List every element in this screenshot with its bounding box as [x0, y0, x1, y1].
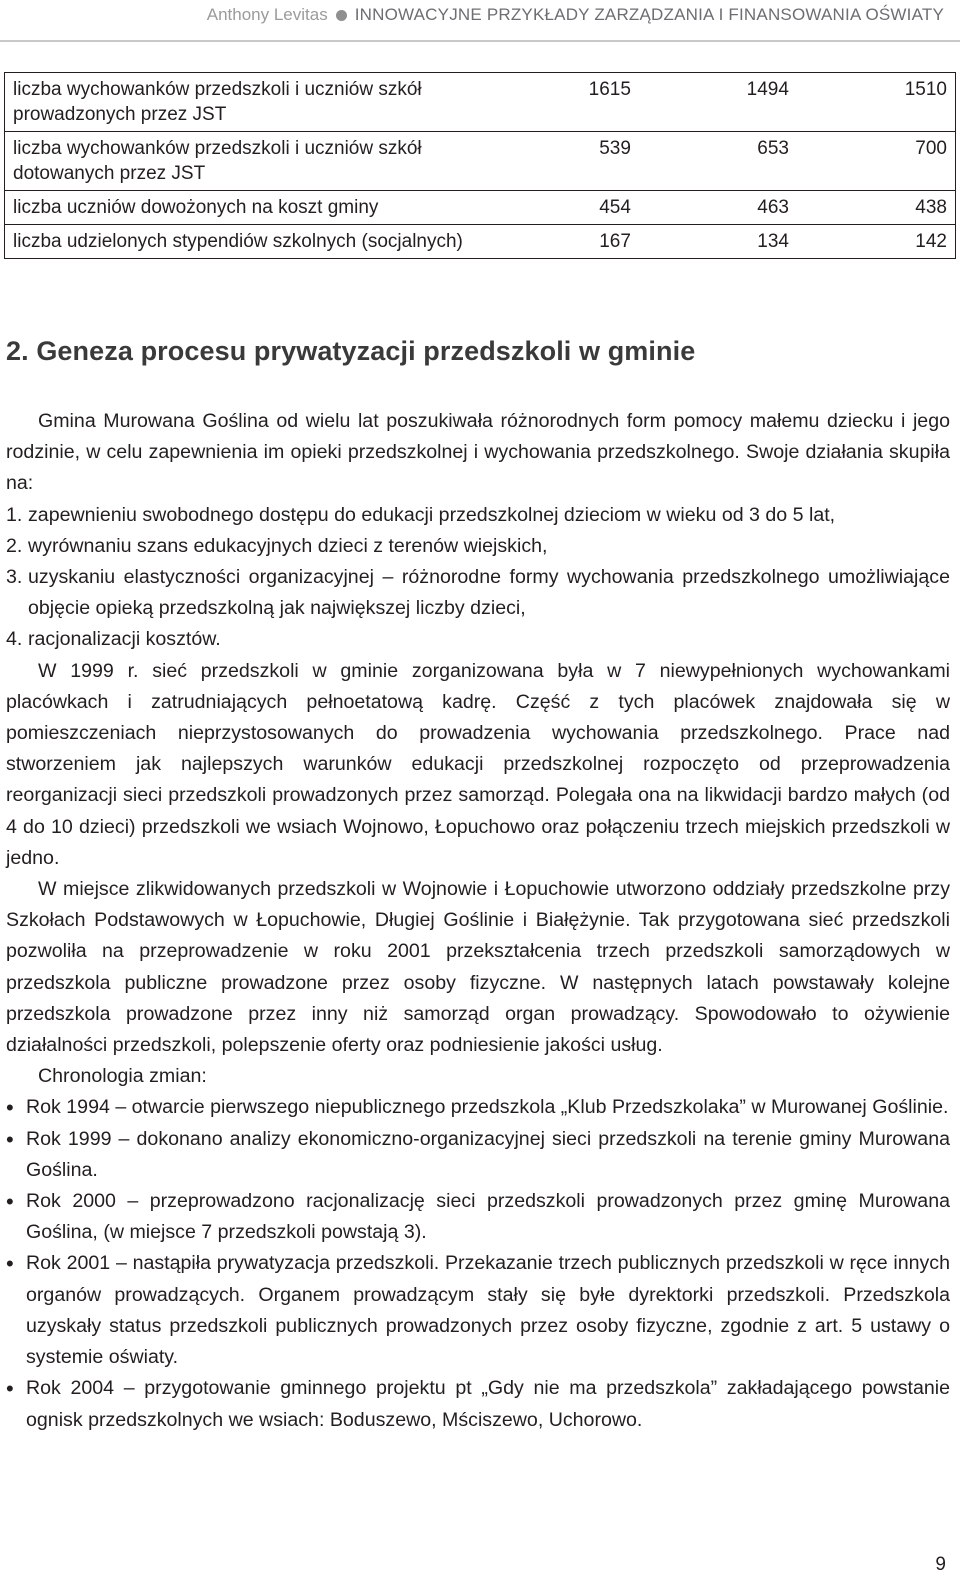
table-row — [5, 73, 956, 132]
list-number: 1. — [6, 503, 23, 526]
list-number: 4. — [6, 628, 23, 651]
row-value: 454 — [481, 191, 639, 225]
row-value: 653 — [639, 132, 797, 191]
bullet-text: Rok 1994 – otwarcie pierwszego niepublicznego przedszkola „Klub Przedszkolaka” w Murowanej Goślinie. — [26, 1096, 949, 1119]
bullet-icon: • — [6, 1126, 14, 1152]
bullet-icon: • — [6, 1095, 14, 1121]
section-heading: 2. Geneza procesu prywatyzacji przedszkoli w gminie — [6, 336, 696, 366]
list-item — [6, 531, 950, 562]
header-divider — [0, 40, 960, 42]
page-number: 9 — [935, 1554, 946, 1575]
row-value: 1494 — [639, 73, 797, 132]
bullet-icon: • — [6, 1376, 14, 1402]
bullet-icon: • — [6, 1189, 14, 1215]
intro-paragraph: Gmina Murowana Goślina od wielu lat poszukiwała różnorodnych form pomocy małemu dziecku i jego rodzinie, w celu zapewnienia im opieki przedszkolnej i wychowania przedszkolnego. Swoje działania skupiła na: — [6, 410, 950, 495]
table-row — [5, 191, 956, 225]
page-header — [207, 0, 944, 30]
list-text: uzyskaniu elastyczności organizacyjnej – różnorodne formy wychowania przedszkolnego umożliwiające objęcie opieką przedszkolną jak największej liczby dzieci, — [28, 566, 950, 620]
row-label: liczba wychowanków przedszkoli i uczniów szkół prowadzonych przez JST — [5, 73, 481, 132]
statistics-table — [4, 72, 956, 259]
row-value: 167 — [481, 225, 639, 259]
table-row — [5, 132, 956, 191]
bullet-icon: • — [6, 1251, 14, 1277]
list-number: 3. — [6, 566, 23, 589]
list-item — [6, 562, 950, 624]
row-value: 539 — [481, 132, 639, 191]
row-value: 1615 — [481, 73, 639, 132]
list-item — [6, 1373, 950, 1435]
bullet-text: Rok 1999 – dokonano analizy ekonomiczno-organizacyjnej sieci przedszkoli na terenie gminy Murowana Goślina. — [26, 1127, 950, 1181]
row-value: 134 — [639, 225, 797, 259]
row-label: liczba uczniów dowożonych na koszt gminy — [5, 191, 481, 225]
row-value: 438 — [797, 191, 956, 225]
list-text: racjonalizacji kosztów. — [28, 628, 221, 651]
header-author: Anthony Levitas — [206, 5, 328, 24]
row-value: 463 — [639, 191, 797, 225]
chronology-title: Chronologia zmian: — [38, 1065, 207, 1088]
bullet-text: Rok 2001 – nastąpiła prywatyzacja przedszkoli. Przekazanie trzech publicznych przedszkoli w ręce innych organów prowadzących. Organem prowadzącym stały się byłe dyrektorki przedszkoli. Przedszkola uzyskały status przedszkoli publicznych prowadzonych przez osoby fizyczne, zgodnie z art. 5 ustawy o systemie oświaty. — [26, 1252, 950, 1369]
section-body — [6, 406, 950, 1436]
body-paragraph: W miejsce zlikwidowanych przedszkoli w Wojnowie i Łopuchowie utworzono oddziały przedszkolne przy Szkołach Podstawowych w Łopuchowie, Długiej Goślinie i Białężynie. Tak przygotowana sieć przedszkoli pozwoliła na przeprowadzenie w roku 2001 przekształcenia trzech przedszkoli samorządowych w przedszkola publiczne prowadzone przez osoby fizyczne. W następnych latach powstawały kolejne przedszkola prowadzone przez inny niż samorząd organ prowadzący. Spowodowało to ożywienie działalności przedszkoli, polepszenie oferty oraz podniesienie jakości usług. — [6, 878, 950, 1057]
row-value: 142 — [797, 225, 956, 259]
list-item — [6, 624, 950, 655]
body-paragraph: W 1999 r. sieć przedszkoli w gminie zorganizowana była w 7 niewypełnionych wychowankami placówkach i zatrudniających pełnoetatową kadrę. Część z tych placówek znajdowała się w pomieszczeniach nieprzystosowanych do prowadzenia wychowania przedszkolnego. Prace nad stworzeniem jak najlepszych warunków edukacji przedszkolnej rozpoczęto od przeprowadzenia reorganizacji sieci przedszkoli prowadzonych przez samorząd. Polegała ona na likwidacji bardzo małych (od 4 do 10 dzieci) przedszkoli we wsiach Wojnowo, Łopuchowo oraz połączeniu trzech miejskich przedszkoli w jedno. — [6, 659, 950, 869]
list-text: wyrównaniu szans edukacyjnych dzieci z terenów wiejskich, — [28, 534, 548, 557]
list-item — [6, 500, 950, 531]
list-item — [6, 1092, 950, 1123]
table-row — [5, 225, 956, 259]
row-value: 1510 — [797, 73, 956, 132]
list-number: 2. — [6, 534, 23, 557]
list-item — [6, 1186, 950, 1248]
list-text: zapewnieniu swobodnego dostępu do edukacji przedszkolnej dzieciom w wieku od 3 do 5 lat, — [28, 503, 836, 526]
row-value: 700 — [797, 132, 956, 191]
bullet-text: Rok 2004 – przygotowanie gminnego projektu pt „Gdy nie ma przedszkola” zakładającego powstanie ognisk przedszkolnych we wsiach: Boduszewo, Mściszewo, Uchorowo. — [26, 1377, 950, 1431]
bullet-dot-icon — [336, 10, 347, 21]
row-label: liczba udzielonych stypendiów szkolnych (socjalnych) — [5, 225, 481, 259]
header-title: INNOWACYJNE PRZYKŁADY ZARZĄDZANIA I FINANSOWANIA OŚWIATY — [354, 5, 944, 24]
bullet-text: Rok 2000 – przeprowadzono racjonalizację sieci przedszkoli prowadzonych przez gminę Murowana Goślina, (w miejsce 7 przedszkoli powstają 3). — [26, 1190, 950, 1244]
row-label: liczba wychowanków przedszkoli i uczniów szkół dotowanych przez JST — [5, 132, 481, 191]
list-item — [6, 1248, 950, 1373]
list-item — [6, 1124, 950, 1186]
